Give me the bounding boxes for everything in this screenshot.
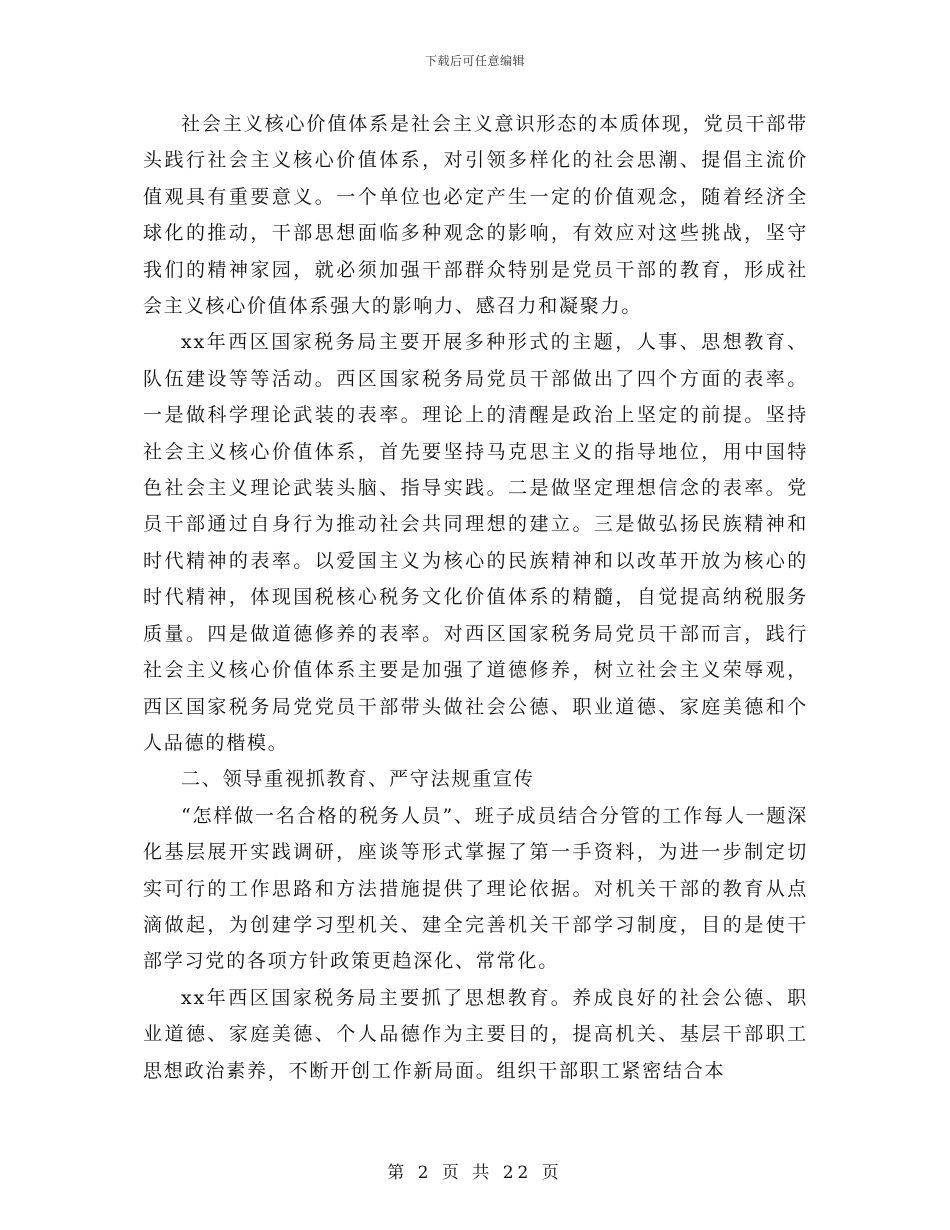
paragraph-tax-staff: “怎样做一名合格的税务人员”、班子成员结合分管的工作每人一题深化基层展开实践调研，座谈等形式掌握了第一手资料，为进一步制定切实可行的工作思路和方法措施提供了理论依据。对机关干部的教育从点滴做起，为创建学习型机关、建全完善机关干部学习制度，目的是使干部学习党的各项方针政策更趋深化、常常化。 <box>143 804 808 973</box>
document-body <box>143 106 808 1089</box>
paragraph-ideological-education: xx年西区国家税务局主要抓了思想教育。养成良好的社会公德、职业道德、家庭美德、个人品德作为主要目的，提高机关、基层干部职工思想政治素养，不断开创工作新局面。组织干部职工紧密结合本 <box>143 986 808 1082</box>
page-header-note: 下载后可任意编辑 <box>424 54 525 68</box>
section-heading: 二、领导重视抓教育、严守法规重宣传 <box>181 768 535 791</box>
page-number: 第 2 页 共 22 页 <box>387 1163 563 1183</box>
paragraph-core-values: 社会主义核心价值体系是社会主义意识形态的本质体现，党员干部带头践行社会主义核心价值体系，对引领多样化的社会思潮、提倡主流价值观具有重要意义。一个单位也必定产生一定的价值观念，随着经济全球化的推动，干部思想面临多种观念的影响，有效应对这些挑战，坚守我们的精神家园，就必须加强干部群众特别是党员干部的教育，形成社会主义核心价值体系强大的影响力、感召力和凝聚力。 <box>143 113 808 318</box>
paragraph-four-examples: xx年西区国家税务局主要开展多种形式的主题，人事、思想教育、队伍建设等等活动。西区国家税务局党员干部做出了四个方面的表率。一是做科学理论武装的表率。理论上的清醒是政治上坚定的前提。坚持社会主义核心价值体系，首先要坚持马克思主义的指导地位，用中国特色社会主义理论武装头脑、指导实践。二是做坚定理想信念的表率。党员干部通过自身行为推动社会共同理想的建立。三是做弘扬民族精神和时代精神的表率。以爱国主义为核心的民族精神和以改革开放为核心的时代精神，体现国税核心税务文化价值体系的精髓，自觉提高纳税服务质量。四是做道德修养的表率。对西区国家税务局党员干部而言，践行社会主义核心价值体系主要是加强了道德修养，树立社会主义荣辱观，西区国家税务局党党员干部带头做社会公德、职业道德、家庭美德和个人品德的楷模。 <box>143 331 808 754</box>
